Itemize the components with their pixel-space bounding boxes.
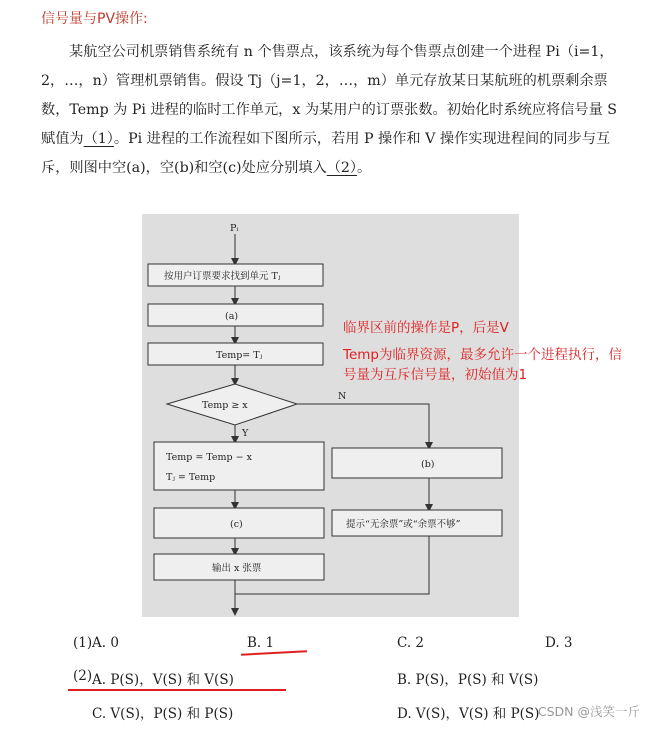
- answer-underline-q1: [241, 650, 307, 655]
- q2-label: (2): [73, 668, 93, 684]
- q1-option-a: A. 0: [92, 635, 119, 651]
- label-temp: Temp= Tⱼ: [216, 350, 263, 361]
- q1-label: (1): [73, 635, 93, 651]
- arrow-no: [297, 404, 429, 446]
- label-decision: Temp ≥ x: [202, 400, 248, 411]
- q1-option-c: C. 2: [397, 635, 425, 651]
- section-heading: 信号量与PV操作:: [41, 11, 148, 27]
- label-yes-line2: Tⱼ = Temp: [166, 472, 216, 483]
- q2-option-d: D. V(S)，V(S) 和 P(S): [397, 706, 540, 722]
- annotation-2a: Temp为临界资源，最多允许一个进程执行，信: [343, 347, 622, 363]
- q1-option-b: B. 1: [247, 635, 275, 651]
- answer-underline-q2: [68, 689, 286, 691]
- q1-option-d: D. 3: [545, 635, 573, 651]
- label-output: 输出 x 张票: [212, 563, 262, 574]
- annotation-2: [343, 345, 643, 385]
- flowchart-figure: [142, 214, 519, 617]
- question-text: [41, 38, 633, 183]
- question-end: 。: [357, 160, 372, 176]
- flowchart-svg: [142, 214, 519, 617]
- q2-option-a: A. P(S)，V(S) 和 V(S): [92, 672, 234, 688]
- blank-2: （2）: [326, 160, 358, 176]
- question-intro: 某航空公司机票销售系统有 n 个售票点，该系统为每个售票点创建一个进程 Pi（i=1，2，…，n）管理机票销售。假设 Tj（j=1，2，…，m）单元存放某日某航班的机票剩余票数，Temp 为 Pi 进程的临时工作单元，x 为某用户的订票张数。初始化时系统应将信号量 S 赋值为: [41, 44, 618, 147]
- label-no: N: [338, 391, 347, 402]
- label-yes: Y: [242, 428, 249, 439]
- label-c: (c): [230, 519, 243, 530]
- q2-option-b: B. P(S)，P(S) 和 V(S): [397, 672, 539, 688]
- q2-option-c: C. V(S)，P(S) 和 P(S): [92, 706, 234, 722]
- label-hint: 提示“无余票”或“余票不够”: [346, 519, 461, 530]
- watermark: CSDN @浅笑一斤: [537, 704, 640, 719]
- box-b: [332, 448, 502, 478]
- label-a: (a): [225, 311, 239, 322]
- label-find-unit: 按用户订票要求找到单元 Tⱼ: [164, 271, 281, 282]
- blank-1: （1）: [83, 131, 114, 147]
- label-b: (b): [421, 459, 435, 470]
- label-yes-line1: Temp = Temp − x: [166, 452, 252, 463]
- annotation-2b: 号量为互斥信号量，初始值为1: [343, 367, 528, 383]
- annotation-1: 临界区前的操作是P，后是V: [343, 320, 509, 336]
- label-start: Pᵢ: [230, 223, 239, 234]
- question-mid: 。Pi 进程的工作流程如下图所示，若用 P 操作和 V 操作实现进程间的同步与互斥，则图中空(a)，空(b)和空(c)处应分别填入: [41, 131, 611, 176]
